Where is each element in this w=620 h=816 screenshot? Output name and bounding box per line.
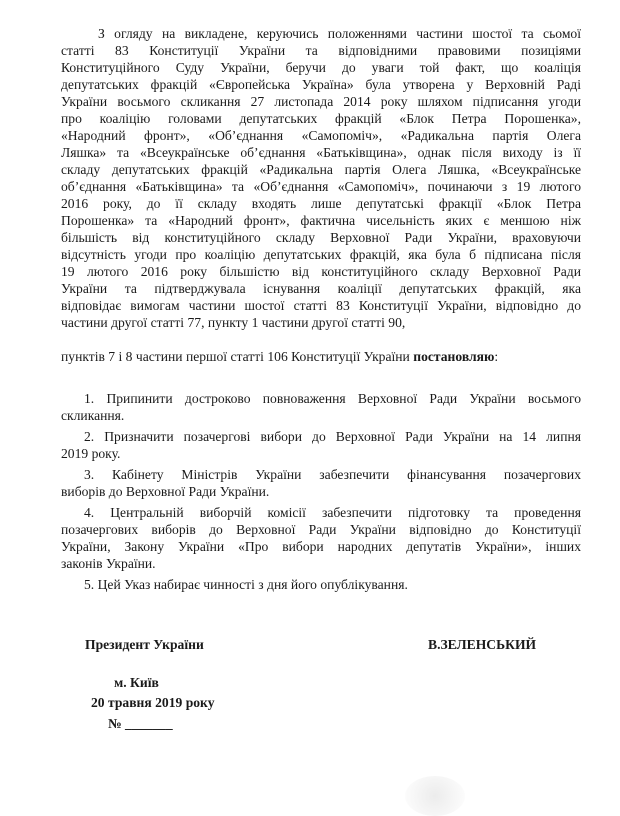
decree-item-4: 4. Центральній виборчій комісії забезпечити підготовку та проведення	[84, 505, 581, 520]
preamble-line: депутатських фракцій «Європейська Україна» була утворена у Верховній Раді	[61, 77, 581, 92]
preamble-line: об’єднання «Батьківщина» та «Об’єднання «Самопоміч», починаючи з 19 лютого	[61, 179, 581, 194]
decree-item-1-cont: скликання.	[61, 408, 125, 423]
decree-item-1: 1. Припинити достроково повноваження Верховної Ради України восьмого	[84, 391, 581, 406]
preamble-line: Ляшка» та «Всеукраїнське об’єднання «Батьківщина», однак після виходу із її	[61, 145, 581, 160]
decree-item-3-cont: виборів до Верховної Ради України.	[61, 484, 270, 499]
preamble-line: відсутність угоди про коаліцію депутатських фракцій, яка була б підписана після	[61, 247, 581, 262]
preamble-line: відповідає вимогам частини шостої статті 83 Конституції України, відповідно до	[61, 298, 581, 313]
preamble-line: України та підтверджувала існування коаліції депутатських фракцій, яка	[61, 281, 581, 296]
watermark-smudge	[405, 776, 465, 816]
preamble-line: про коаліцію головами депутатських фракцій «Блок Петра Порошенка»,	[61, 111, 581, 126]
signing-date: 20 травня 2019 року	[91, 695, 215, 710]
preamble-line: Конституційного Суду України, беручи до уваги той факт, що коаліція	[61, 60, 581, 75]
preamble-line: статті 83 Конституції України та відповідними правовими позиціями	[61, 43, 581, 58]
preamble-line: частини другої статті 77, пункту 1 частини другої статті 90,	[61, 315, 406, 330]
operative-line	[61, 348, 581, 365]
preamble-line: 19 лютого 2016 року більшістю від конституційного складу Верховної Ради	[61, 264, 581, 279]
decree-item-4-cont: законів України.	[61, 556, 156, 571]
president-title: Президент України	[85, 637, 204, 652]
president-name: В.ЗЕЛЕНСЬКИЙ	[428, 637, 537, 652]
preamble-line: 2016 року, до її складу входять лише депутатські фракції «Блок Петра	[61, 196, 581, 211]
operative-keyword: постановляю	[413, 349, 495, 364]
preamble-line: З огляду на викладене, керуючись положеннями частини шостої та сьомої	[98, 26, 581, 41]
operative-text: пунктів 7 і 8 частини першої статті 106 Конституції України	[61, 349, 414, 364]
signing-city: м. Київ	[114, 675, 159, 690]
decree-item-3: 3. Кабінету Міністрів України забезпечити фінансування позачергових	[84, 467, 581, 482]
decree-item-4-cont: позачергових виборів до Верховної Ради України відповідно до Конституції	[61, 522, 581, 537]
decree-item-4-cont: України, Закону України «Про вибори народних депутатів України», інших	[61, 539, 581, 554]
decree-number: № _______	[108, 716, 173, 731]
preamble-line: Порошенка» та «Народний фронт», фактична чисельність яких є меншою ніж	[61, 213, 581, 228]
decree-item-5: 5. Цей Указ набирає чинності з дня його опублікування.	[84, 577, 408, 592]
preamble-line: України восьмого скликання 27 листопада 2014 року шляхом підписання угоди	[61, 94, 581, 109]
decree-item-2-cont: 2019 року.	[61, 446, 121, 461]
preamble-line: складу депутатських фракцій «Радикальна партія Олега Ляшка, «Всеукраїнське	[61, 162, 581, 177]
preamble-line: більшість від конституційного складу Верховної Ради України, враховуючи	[61, 230, 581, 245]
operative-colon: :	[494, 349, 499, 364]
preamble-line: «Народний фронт», «Об’єднання «Самопоміч», «Радикальна партія Олега	[61, 128, 581, 143]
decree-item-2: 2. Призначити позачергові вибори до Верховної Ради України на 14 липня	[84, 429, 581, 444]
